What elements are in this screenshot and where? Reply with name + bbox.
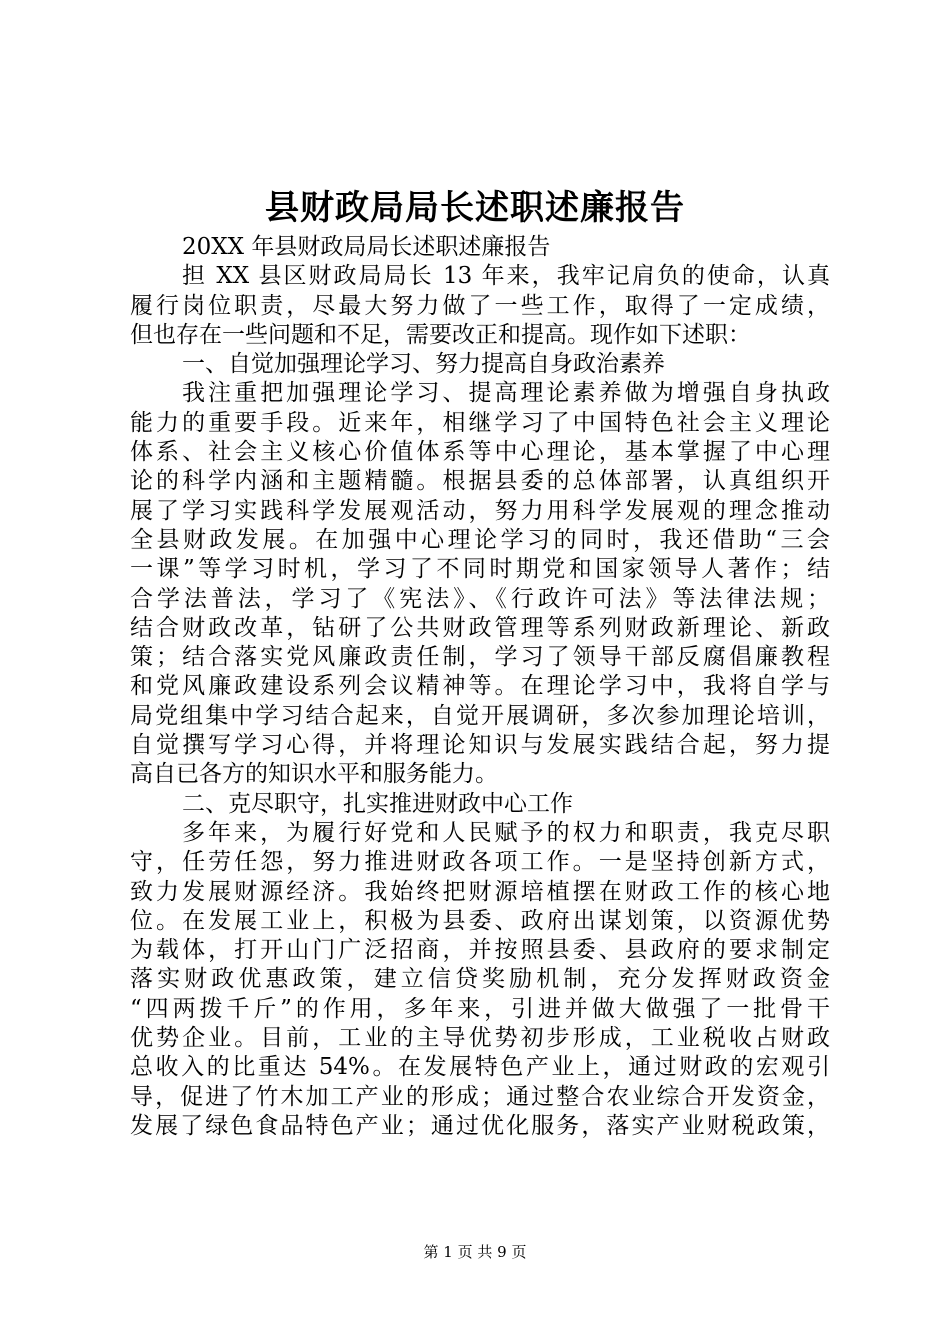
paragraph-line: 位。在发展工业上，积极为县委、政府出谋划策，以资源优势 — [130, 907, 830, 934]
document-body — [130, 233, 830, 1141]
paragraph-line: 我注重把加强理论学习、提高理论素养做为增强自身执政 — [182, 380, 830, 407]
paragraph-line: 结合财政改革，钻研了公共财政管理等系列财政新理论、新政 — [130, 614, 830, 641]
paragraph-line: 多年来，为履行好党和人民赋予的权力和职责，我克尽职 — [182, 819, 830, 846]
paragraph-line: 合学法普法，学习了《宪法》、《行政许可法》等法律法规； — [130, 585, 830, 612]
section-heading: 二、克尽职守，扎实推进财政中心工作 — [182, 790, 573, 817]
section-heading: 一、自觉加强理论学习、努力提高自身政治素养 — [182, 351, 665, 378]
paragraph-line: 担 XX 县区财政局局长 13 年来，我牢记肩负的使命，认真 — [182, 263, 830, 290]
paragraph-line: 为载体，打开山门广泛招商，并按照县委、县政府的要求制定 — [130, 937, 830, 964]
paragraph-line: 全县财政发展。在加强中心理论学习的同时，我还借助“三会 — [130, 526, 830, 553]
paragraph-line: 履行岗位职责，尽最大努力做了一些工作，取得了一定成绩， — [130, 292, 830, 319]
paragraph-line: 体系、社会主义核心价值体系等中心理论，基本掌握了中心理 — [130, 439, 830, 466]
paragraph-line: 一课”等学习时机，学习了不同时期党和国家领导人著作；结 — [130, 556, 830, 583]
subtitle-line: 20XX 年县财政局局长述职述廉报告 — [182, 234, 551, 260]
paragraph-line: 落实财政优惠政策，建立信贷奖励机制，充分发挥财政资金 — [130, 966, 830, 993]
paragraph-line: 局党组集中学习结合起来，自觉开展调研，多次参加理论培训， — [130, 702, 830, 729]
paragraph-line: 发展了绿色食品特色产业；通过优化服务，落实产业财税政策， — [130, 1112, 830, 1139]
paragraph-line: 高自已各方的知识水平和服务能力。 — [130, 761, 498, 788]
paragraph-line: 能力的重要手段。近来年，相继学习了中国特色社会主义理论 — [130, 409, 830, 436]
paragraph-line: 导，促进了竹木加工产业的形成；通过整合农业综合开发资金， — [130, 1083, 830, 1110]
page-footer: 第 1 页 共 9 页 — [423, 1243, 527, 1261]
paragraph-line: 论的科学内涵和主题精髓。根据县委的总体部署，认真组织开 — [130, 468, 830, 495]
paragraph-line: 自觉撰写学习心得，并将理论知识与发展实践结合起，努力提 — [130, 732, 830, 759]
paragraph-line: 策；结合落实党风廉政责任制，学习了领导干部反腐倡廉教程 — [130, 644, 830, 671]
paragraph-line: “四两拨千斤”的作用，多年来，引进并做大做强了一批骨干 — [130, 995, 830, 1022]
paragraph-line: 但也存在一些问题和不足，需要改正和提高。现作如下述职： — [130, 321, 751, 348]
paragraph-line: 致力发展财源经济。我始终把财源培植摆在财政工作的核心地 — [130, 878, 830, 905]
paragraph-line: 展了学习实践科学发展观活动，努力用科学发展观的理念推动 — [130, 497, 830, 524]
paragraph-line: 和党风廉政建设系列会议精神等。在理论学习中，我将自学与 — [130, 673, 830, 700]
document-title: 县财政局局长述职述廉报告 — [265, 188, 685, 228]
paragraph-line: 优势企业。目前，工业的主导优势初步形成，工业税收占财政 — [130, 1025, 830, 1052]
paragraph-line: 守，任劳任怨，努力推进财政各项工作。一是坚持创新方式， — [130, 849, 830, 876]
paragraph-line: 总收入的比重达 54%。在发展特色产业上，通过财政的宏观引 — [130, 1054, 830, 1081]
